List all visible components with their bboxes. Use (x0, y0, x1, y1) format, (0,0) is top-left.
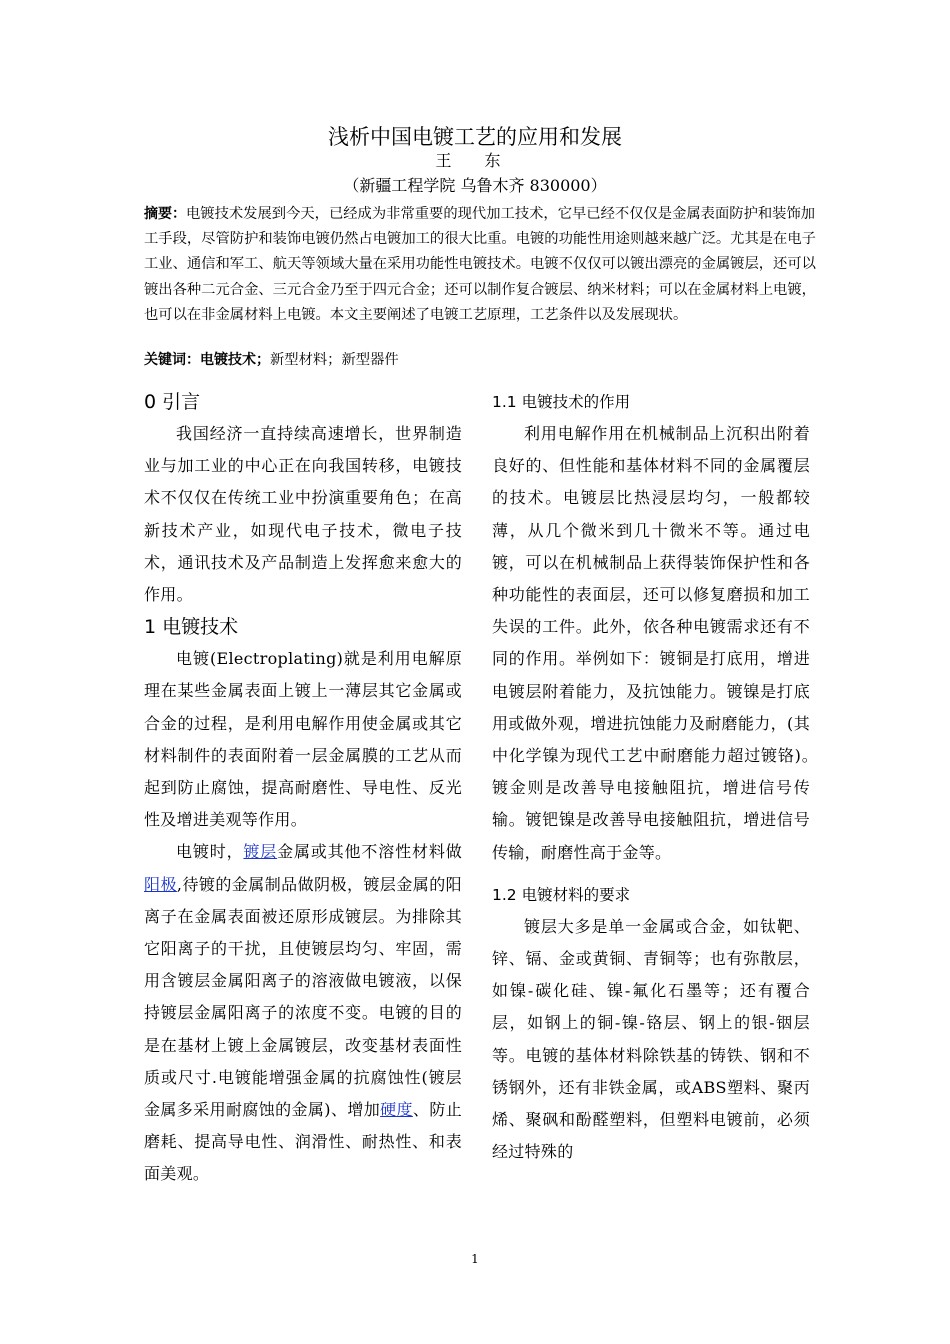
keyword-primary: 电镀技术； (200, 352, 270, 368)
author-affiliation: （新疆工程学院 乌鲁木齐 830000） (343, 176, 607, 195)
intro-paragraph: 我国经济一直持续高速增长，世界制造业与加工业的中心正在向我国转移，电镀技术不仅仅在传统工业中扮演重要角色；在高新技术产业，如现代电子技术，微电子技术，通讯技术及产品制造上发挥愈来愈大的作用。 (144, 424, 462, 605)
subsection-heading-materials: 1.2 电镀材料的要求 (492, 885, 631, 904)
abstract-text: 电镀技术发展到今天，已经成为非常重要的现代加工技术，它早已经不仅仅是金属表面防护和装饰加工手段，尽管防护和装饰电镀仍然占电镀加工的很大比重。电镀的功能性用途则越来越广泛。尤其是在电子工业、通信和军工、航天等领域大量在采用功能性电镀技术。电镀不仅仅可以镀出漂亮的金属镀层，还可以镀出各种二元合金、三元合金乃至于四元合金；还可以制作复合镀层、纳米材料；可以在金属材料上电镀，也可以在非金属材料上电镀。本文主要阐述了电镀工艺原理，工艺条件以及发展现状。 (144, 206, 816, 323)
link-plating-layer[interactable]: 镀层 (243, 842, 278, 862)
page-number: 1 (471, 1252, 479, 1266)
subsection-heading-role: 1.1 电镀技术的作用 (492, 393, 631, 411)
role-paragraph: 利用电解作用在机械制品上沉积出附着良好的、但性能和基体材料不同的金属覆层的技术。电镀层比热浸层均匀，一般都较薄，从几个微米到几十微米不等。通过电镀，可以在机械制品上获得装饰保护性和各种功能性的表面层，还可以修复磨损和加工失误的工件。此外，依各种电镀需求还有不同的作用。举例如下：镀铜是打底用，增进电镀层附着能力，及抗蚀能力。镀镍是打底用或做外观，增进抗蚀能力及耐磨能力，(其中化学镍为现代工艺中耐磨能力超过镀铬)。 镀金则是改善导电接触阻抗，增进信号传输。镀钯镍是改善导电接触阻抗，增进信号传输，耐磨性高于金等。 (492, 424, 843, 862)
keywords-rest: 新型材料；新型器件 (270, 352, 399, 368)
keywords (144, 348, 819, 372)
process-text-4: 、防止磨耗、提高导电性、润滑性、耐热性、和表面美观。 (144, 1100, 463, 1184)
electroplating-process-paragraph (144, 836, 462, 1190)
author-name: 王 东 (435, 151, 515, 170)
materials-paragraph: 镀层大多是单一金属或合金，如钛靶、锌、镉、金或黄铜、青铜等；也有弥散层，如镍-碳化硅、镍-氟化石墨等；还有覆合层，如钢上的铜-镍-铬层、钢上的银-铟层等。电镀的基体材料除铁基的铸铁、钢和不锈钢外，还有非铁金属，或ABS塑料、聚丙烯、聚砜和酚醛塑料，但塑料电镀前，必须经过特殊的 (492, 916, 810, 1162)
section-heading-electroplating: 1 电镀技术 (144, 616, 239, 639)
process-text-2: 金属或其他不溶性材料做 (277, 842, 462, 862)
keywords-label: 关键词： (144, 352, 200, 368)
right-column (492, 386, 843, 1168)
link-anode[interactable]: 阳极 (144, 874, 177, 894)
abstract-label: 摘要： (144, 206, 186, 222)
left-column (144, 386, 462, 1191)
paper-title: 浅析中国电镀工艺的应用和发展 (328, 125, 622, 149)
section-heading-introduction: 0 引言 (144, 391, 201, 413)
process-text-1: 电镀时， (176, 842, 244, 862)
abstract (144, 202, 819, 328)
link-hardness[interactable]: 硬度 (380, 1100, 413, 1120)
electroplating-definition-paragraph: 电镀(Electroplating)就是利用电解原理在某些金属表面上镀上一薄层其它金属或合金的过程，是利用电解作用使金属或其它材料制件的表面附着一层金属膜的工艺从而起到防止腐蚀，提高耐磨性、导电性、反光性及增进美观等作用。 (144, 649, 462, 830)
process-text-3: ,待镀的金属制品做阴极，镀层金属的阳离子在金属表面被还原形成镀层。为排除其它阳离子的干扰，且使镀层均匀、牢固，需用含镀层金属阳离子的溶液做电镀液，以保持镀层金属阳离子的浓度不变。电镀的目的是在基材上镀上金属镀层，改变基材表面性质或尺寸.电镀能增强金属的抗腐蚀性(镀层金属多采用耐腐蚀的金属)、增加 (144, 874, 462, 1120)
